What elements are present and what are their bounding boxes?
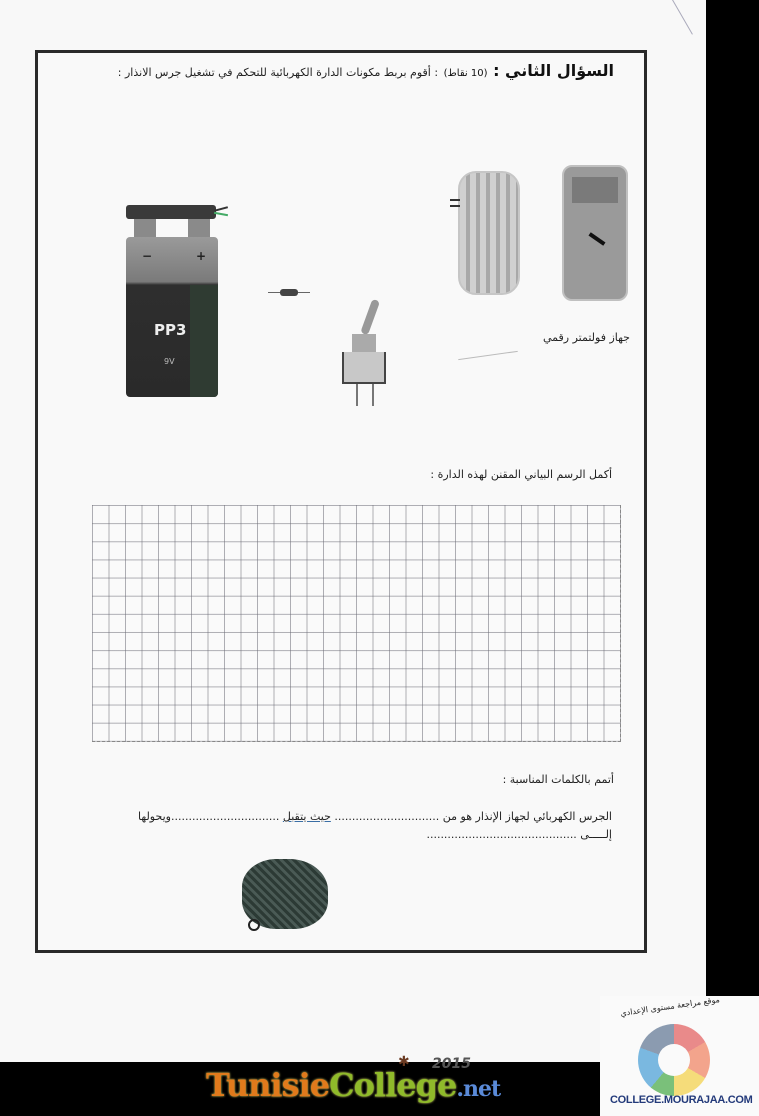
switch-nut [352,334,376,352]
diagram-instruction: أكمل الرسم البياني المقنن لهذه الدارة : [430,468,612,481]
mourajaa-logo[interactable] [600,996,759,1116]
scan-stray-mark [458,351,518,360]
battery-clips [130,219,212,237]
mourajaa-site-name: COLLEGE.MOURAJAA.COM [610,1094,753,1106]
mourajaa-arabic-tagline: موقع مراجعة مستوى الإعدادي [619,995,721,1018]
fill-in-sentence-line2: إلـــــى ........................................... [426,828,612,841]
battery-pp3-image [126,205,218,397]
drawing-grid[interactable] [92,505,621,742]
question-instruction: : أقوم بربط مكونات الدارة الكهربائية للتحكم في تشغيل جرس الانذار : [117,66,439,79]
battery-wire-green [214,212,228,216]
resistor-body [280,289,298,296]
fill-in-instruction: أتمم بالكلمات المناسبة : [502,773,614,786]
battery-wire-black [214,206,228,212]
question-points: (10 نقاط) [443,68,488,79]
resistor-image [268,288,310,298]
switch-base [342,352,386,384]
sentence-part2: حيث يتقبل [282,810,331,823]
sentence-part1: الجرس الكهربائي لجهاز الإنذار هو من .............................. [334,810,612,823]
fill-in-sentence-line1 [138,810,612,823]
bell-terminal [248,919,260,931]
battery-connector-cap [126,205,216,219]
voltmeter-screen [572,177,618,203]
sentence-part3: ...............................ويحولها [138,810,280,823]
voltmeter-dial-knob [588,232,605,246]
switch-pin [356,384,358,406]
question-header [118,61,614,80]
alarm-lamp-image [458,171,520,295]
battery-clip-right [188,219,210,237]
logo-part-college: College [329,1066,457,1104]
page-fold-mark [672,0,693,35]
logo-part-tunisie: Tunisie [206,1066,330,1104]
question-title: السؤال الثاني : [493,61,614,80]
electric-bell-image [238,853,330,933]
battery-plus-terminal: + [196,249,207,263]
battery-clip-left [134,219,156,237]
logo-part-net: .net [456,1076,501,1102]
digital-voltmeter-image [562,165,628,301]
toggle-switch-image [342,298,386,410]
switch-lever [360,299,380,336]
question-frame [35,50,647,953]
battery-minus-terminal: − [142,249,153,263]
voltmeter-caption: جهاز فولتمتر رقمي [543,331,630,344]
palm-tree-icon: ✱ [398,1054,410,1070]
mourajaa-ring-icon [638,1024,710,1096]
switch-pin [372,384,374,406]
battery-label: PP3 [154,321,187,339]
battery-voltage: 9V [164,357,175,366]
logo-year: 2015 [432,1056,471,1072]
